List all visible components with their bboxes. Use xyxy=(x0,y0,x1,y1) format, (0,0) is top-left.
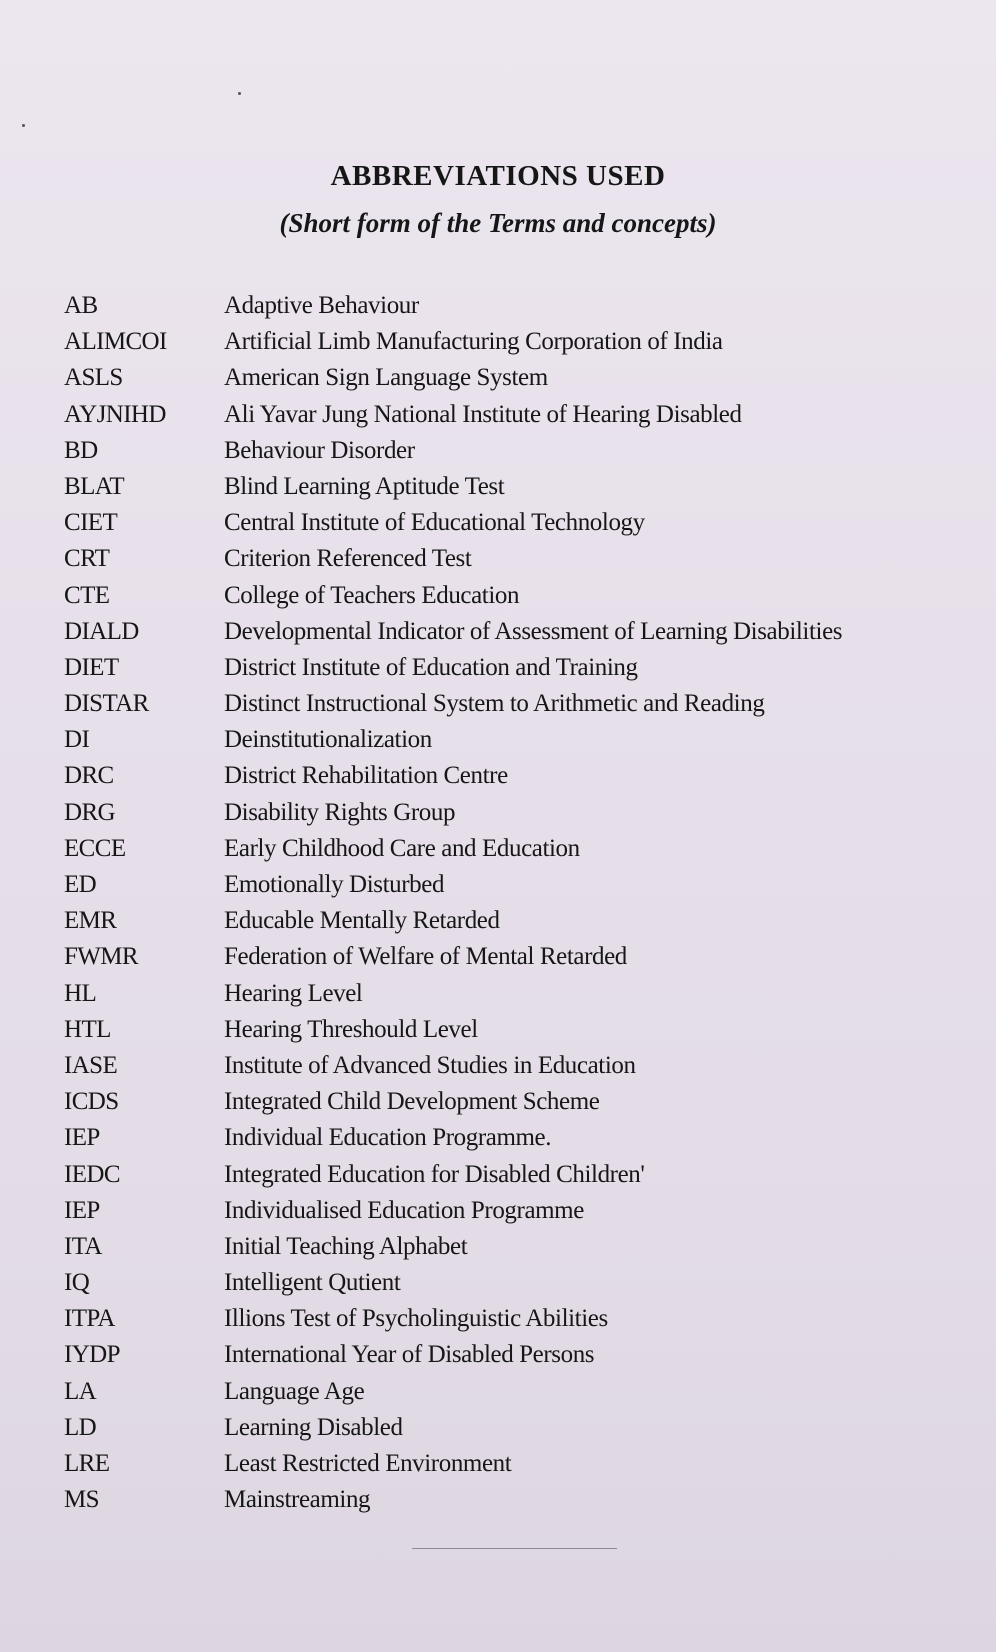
abbreviation-term: Institute of Advanced Studies in Education xyxy=(224,1051,636,1079)
abbreviation-row xyxy=(0,905,996,941)
abbreviation: BD xyxy=(64,436,98,464)
abbreviation: LA xyxy=(64,1377,97,1405)
print-speck xyxy=(22,124,25,127)
abbreviation-term: Adaptive Behaviour xyxy=(224,292,419,319)
abbreviation-row xyxy=(0,869,996,905)
abbreviation-term: Least Restricted Environment xyxy=(224,1450,512,1477)
abbreviation-row xyxy=(0,688,996,724)
abbreviation: LRE xyxy=(64,1450,110,1477)
abbreviation-term: Distinct Instructional System to Arithmetic and Reading xyxy=(224,690,765,718)
abbreviation-row xyxy=(0,1267,996,1303)
abbreviation-term: District Institute of Education and Training xyxy=(224,653,638,681)
abbreviation-row xyxy=(0,1484,996,1520)
abbreviation-term: Blind Learning Aptitude Test xyxy=(224,472,505,500)
abbreviation: LD xyxy=(64,1413,97,1441)
abbreviation: ITPA xyxy=(64,1305,115,1333)
abbreviation-term: Intelligent Qutient xyxy=(224,1269,401,1297)
abbreviation: IEP xyxy=(64,1196,100,1224)
abbreviation-term: Central Institute of Educational Technology xyxy=(224,509,645,537)
abbreviation-term: Integrated Child Development Scheme xyxy=(224,1088,600,1116)
abbreviation-row xyxy=(0,797,996,833)
abbreviation-row xyxy=(0,941,996,977)
abbreviation: AYJNIHD xyxy=(64,400,166,428)
abbreviation-row xyxy=(0,435,996,471)
page-subtitle: (Short form of the Terms and concepts) xyxy=(279,208,717,238)
abbreviation: HL xyxy=(64,979,97,1007)
abbreviation-term: College of Teachers Education xyxy=(224,581,520,609)
abbreviation: IQ xyxy=(64,1269,90,1297)
abbreviation-row xyxy=(0,1376,996,1412)
abbreviation: CIET xyxy=(64,509,118,537)
abbreviation-term: District Rehabilitation Centre xyxy=(224,762,508,790)
abbreviation-row xyxy=(0,1050,996,1086)
abbreviation-term: Illions Test of Psycholinguistic Abilities xyxy=(224,1305,608,1333)
abbreviation: IYDP xyxy=(64,1341,120,1369)
abbreviation-row xyxy=(0,978,996,1014)
abbreviation-row xyxy=(0,724,996,760)
abbreviation-row xyxy=(0,543,996,579)
print-speck xyxy=(238,92,241,95)
abbreviation-row xyxy=(0,1086,996,1122)
abbreviation: BLAT xyxy=(64,472,125,500)
abbreviation: CRT xyxy=(64,545,110,573)
abbreviation: HTL xyxy=(64,1015,111,1043)
abbreviation-term: Individualised Education Programme xyxy=(224,1196,584,1224)
abbreviation: DI xyxy=(64,726,90,754)
abbreviation-row xyxy=(0,326,996,362)
abbreviation-row xyxy=(0,1412,996,1448)
abbreviation: IEP xyxy=(64,1124,100,1152)
abbreviation: ITA xyxy=(64,1232,102,1260)
abbreviation-row xyxy=(0,362,996,398)
abbreviation-row xyxy=(0,1014,996,1050)
abbreviation: IEDC xyxy=(64,1160,120,1188)
abbreviation-row xyxy=(0,290,996,326)
abbreviation-term: Behaviour Disorder xyxy=(224,436,415,464)
abbreviation: DIALD xyxy=(64,617,139,645)
abbreviation: ED xyxy=(64,871,97,898)
abbreviation-term: Deinstitutionalization xyxy=(224,726,432,754)
abbreviation-row xyxy=(0,1448,996,1484)
abbreviation-row xyxy=(0,616,996,652)
abbreviation: EMR xyxy=(64,907,117,935)
abbreviation-term: Disability Rights Group xyxy=(224,798,456,826)
abbreviation-term: Mainstreaming xyxy=(224,1486,371,1514)
abbreviation-list xyxy=(0,290,996,1520)
abbreviation: DIET xyxy=(64,653,119,681)
abbreviation-term: Artificial Limb Manufacturing Corporation of India xyxy=(224,328,723,356)
abbreviation-row xyxy=(0,507,996,543)
abbreviation-row xyxy=(0,1122,996,1158)
abbreviation: FWMR xyxy=(64,943,139,971)
abbreviation-row xyxy=(0,760,996,796)
abbreviation-term: Criterion Referenced Test xyxy=(224,545,472,573)
abbreviation-term: Learning Disabled xyxy=(224,1413,403,1441)
abbreviation: CTE xyxy=(64,581,110,609)
abbreviation-term: Initial Teaching Alphabet xyxy=(224,1232,468,1260)
abbreviation: ASLS xyxy=(64,364,123,392)
abbreviation-row xyxy=(0,471,996,507)
abbreviation-term: Early Childhood Care and Education xyxy=(224,834,580,862)
abbreviation: ALIMCOI xyxy=(64,328,167,356)
abbreviation: AB xyxy=(64,292,98,319)
abbreviation-row xyxy=(0,1159,996,1195)
abbreviation: IASE xyxy=(64,1051,118,1079)
abbreviation: ICDS xyxy=(64,1088,119,1116)
abbreviation-row xyxy=(0,580,996,616)
abbreviation-term: Federation of Welfare of Mental Retarded xyxy=(224,943,627,971)
abbreviation-term: Ali Yavar Jung National Institute of Hearing Disabled xyxy=(224,400,742,428)
abbreviation-row xyxy=(0,1231,996,1267)
abbreviation-term: Educable Mentally Retarded xyxy=(224,907,500,935)
abbreviation: ECCE xyxy=(64,834,126,862)
abbreviation-term: Integrated Education for Disabled Children' xyxy=(224,1160,645,1188)
abbreviation-row xyxy=(0,1195,996,1231)
abbreviation: MS xyxy=(64,1486,99,1514)
abbreviation-term: Individual Education Programme. xyxy=(224,1124,552,1152)
abbreviation-term: Hearing Level xyxy=(224,979,363,1007)
divider xyxy=(412,1548,617,1549)
abbreviation: DRG xyxy=(64,798,115,826)
abbreviation: DISTAR xyxy=(64,690,149,718)
abbreviation-term: Hearing Threshould Level xyxy=(224,1015,478,1043)
abbreviation-row xyxy=(0,833,996,869)
abbreviation: DRC xyxy=(64,762,114,790)
abbreviation-row xyxy=(0,652,996,688)
abbreviation-row xyxy=(0,399,996,435)
abbreviation-term: International Year of Disabled Persons xyxy=(224,1341,595,1369)
abbreviation-term: Developmental Indicator of Assessment of Learning Disabilities xyxy=(224,617,843,645)
abbreviation-row xyxy=(0,1303,996,1339)
abbreviation-term: Emotionally Disturbed xyxy=(224,871,445,898)
abbreviation-term: American Sign Language System xyxy=(224,364,548,392)
abbreviation-term: Language Age xyxy=(224,1377,365,1405)
page-title: ABBREVIATIONS USED xyxy=(330,160,666,192)
abbreviation-row xyxy=(0,1339,996,1375)
